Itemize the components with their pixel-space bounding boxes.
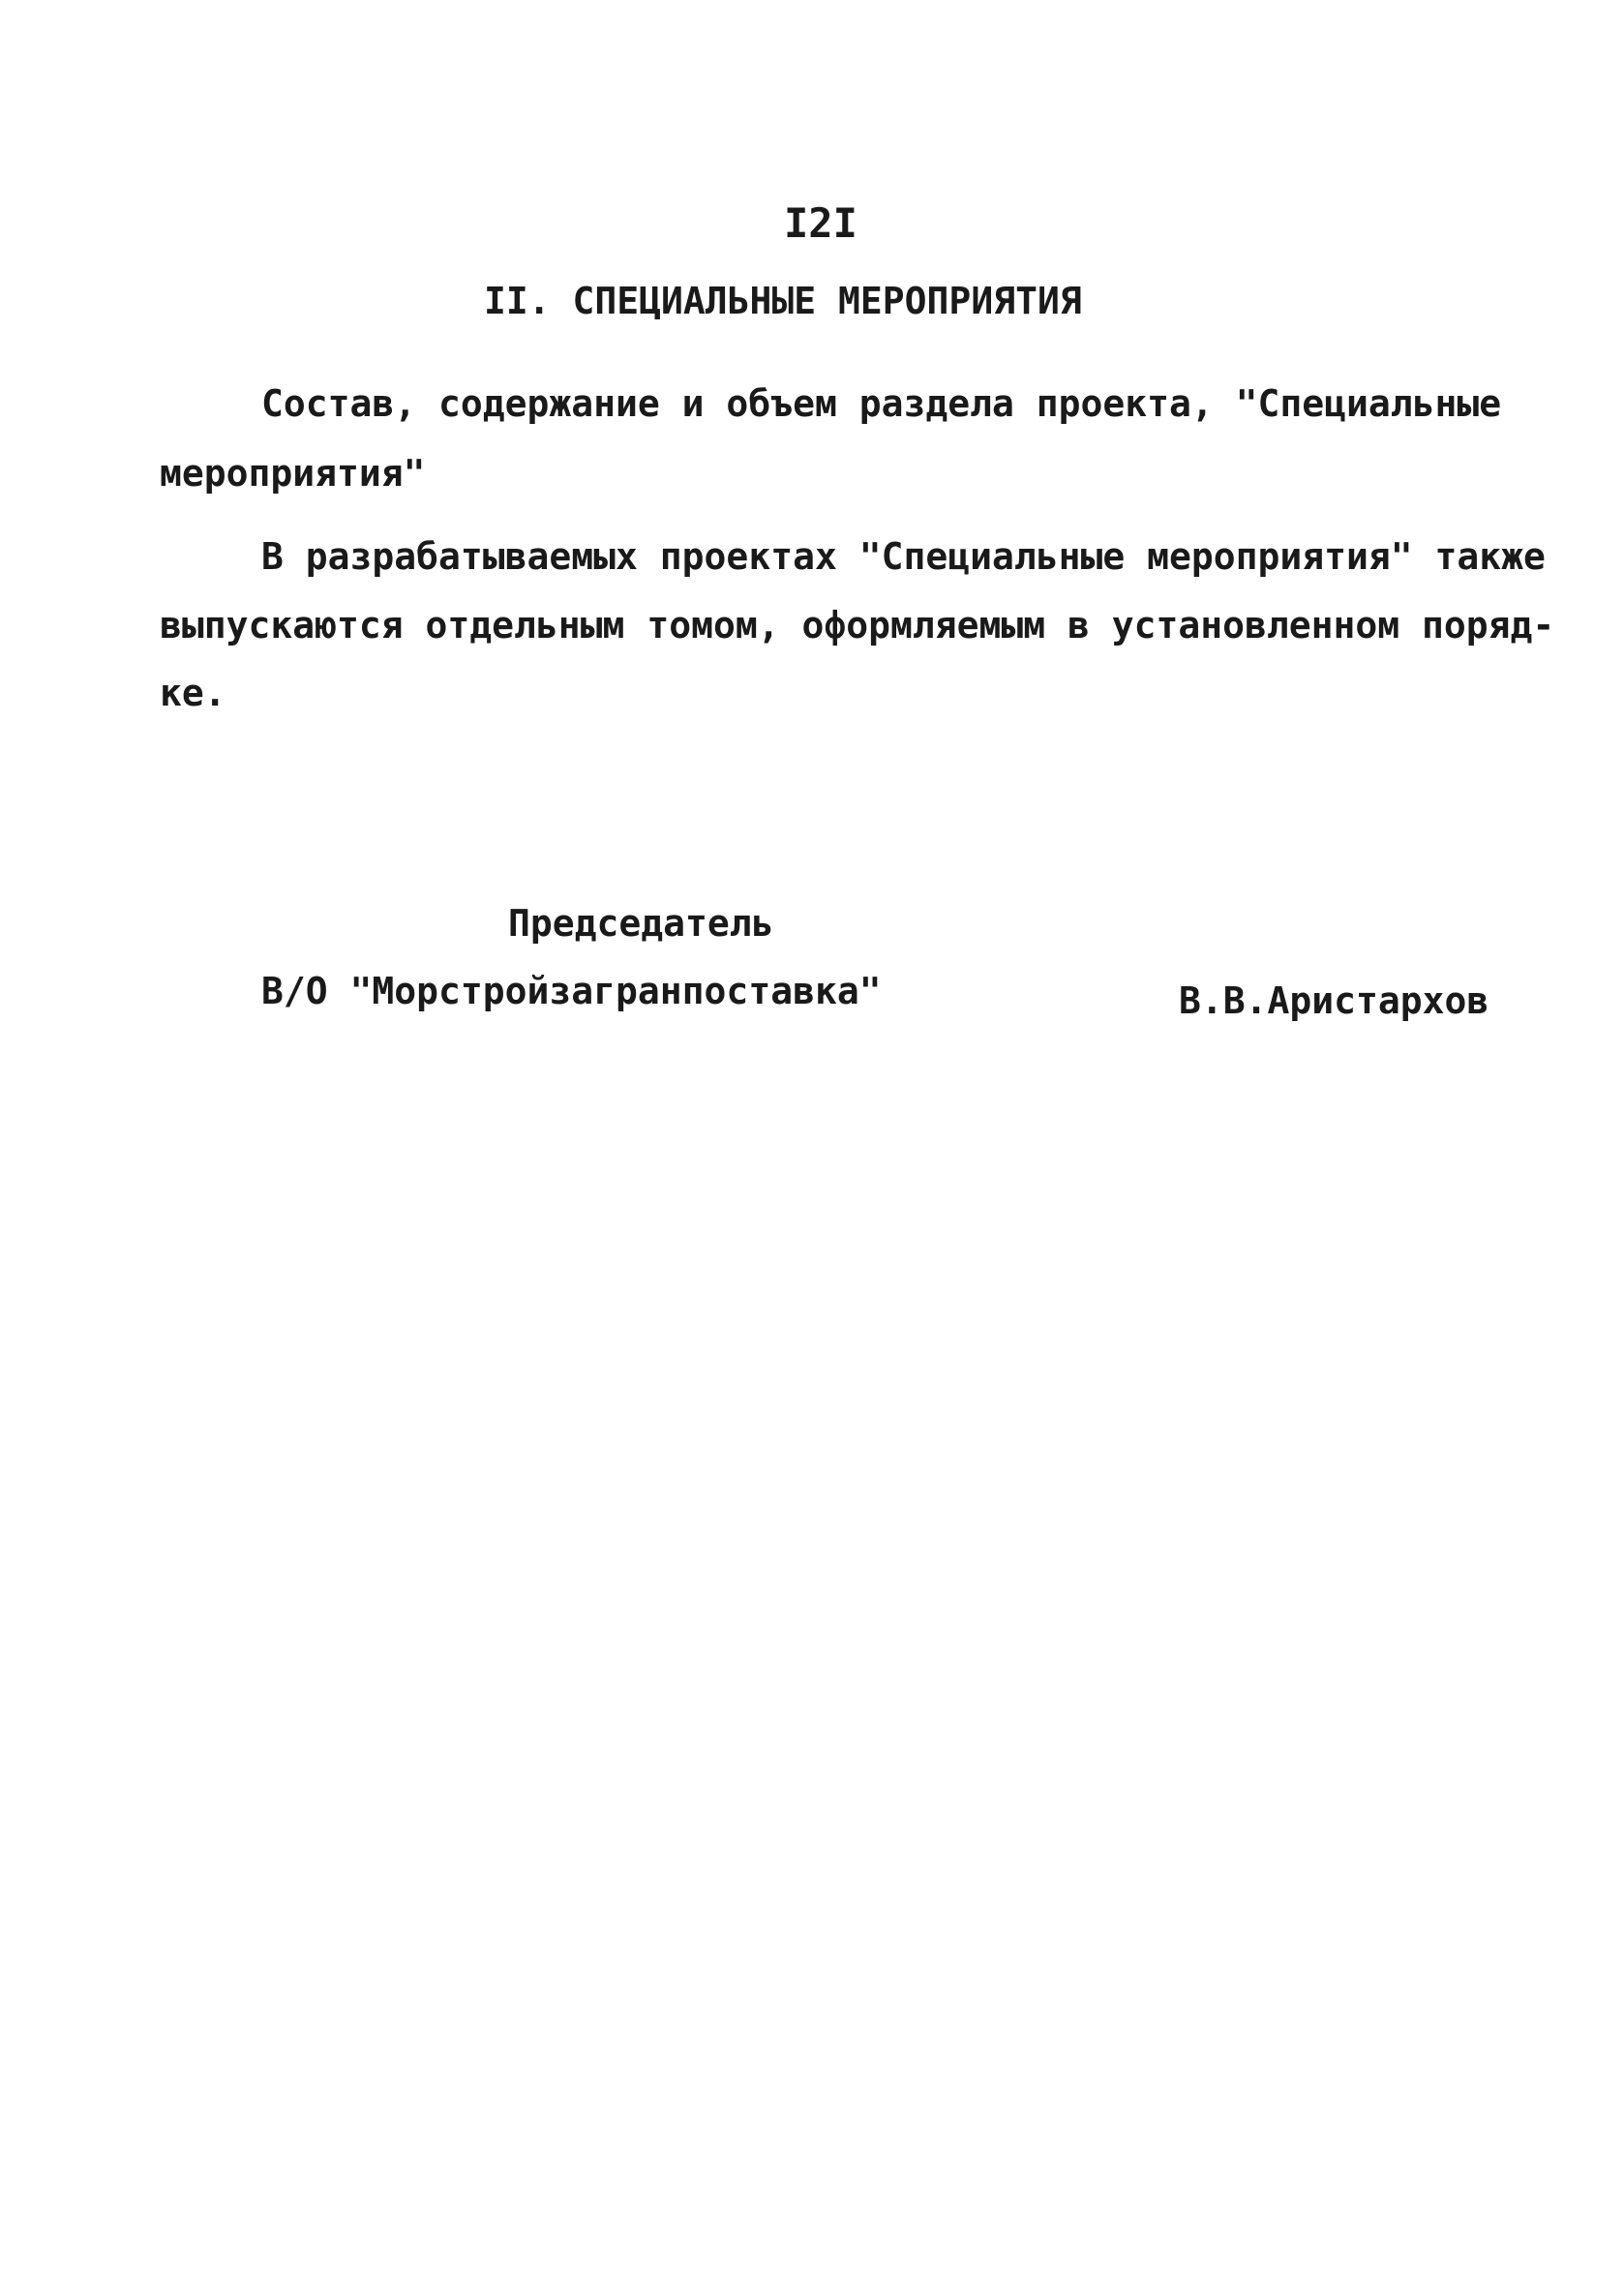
- paragraph-line: выпускаются отдельным томом, оформляемым в установленном поряд-: [160, 604, 1555, 647]
- paragraph-line: Состав, содержание и объем раздела проекта, "Специальные: [261, 382, 1502, 425]
- page-number: I2I: [784, 199, 857, 247]
- paragraph-line: В разрабатываемых проектах "Специальные мероприятия" также: [261, 535, 1546, 578]
- signature-title: Председатель: [508, 902, 774, 945]
- section-heading: II. СПЕЦИАЛЬНЫЕ МЕРОПРИЯТИЯ: [484, 280, 1082, 322]
- signatory-name: В.В.Аристархов: [1179, 979, 1489, 1022]
- paragraph-line: ке.: [160, 672, 226, 714]
- paragraph-line: мероприятия": [160, 452, 426, 495]
- signature-organization: В/О "Морстройзагранпоставка": [261, 970, 882, 1012]
